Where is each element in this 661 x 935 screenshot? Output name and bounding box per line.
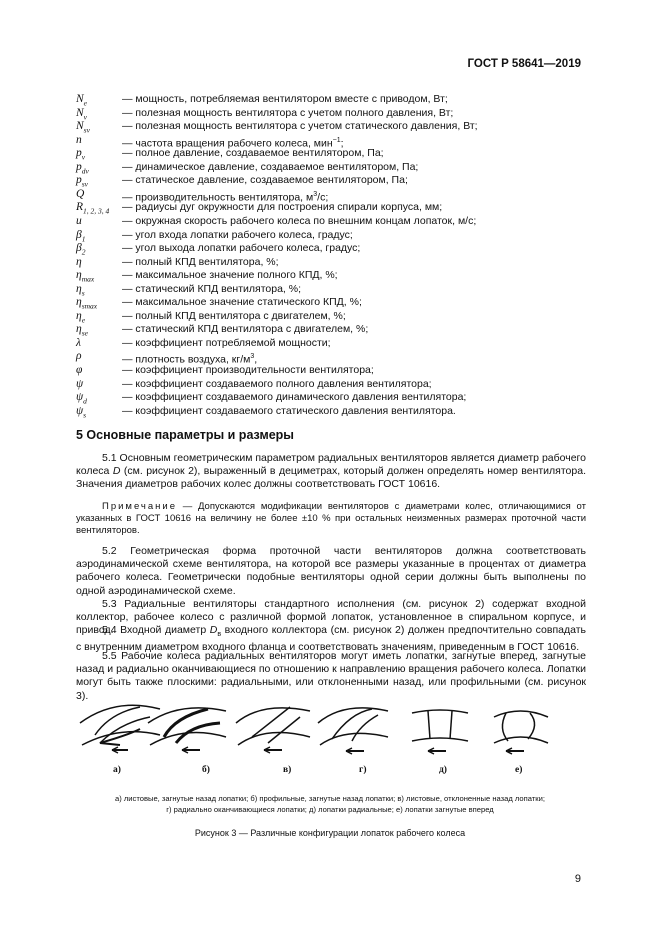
symbol-description: — коэффициент создаваемого динамического давления вентилятора;	[122, 391, 467, 404]
blade-config-b	[148, 708, 226, 753]
symbol: $N_e$	[76, 93, 88, 108]
section-title: 5 Основные параметры и размеры	[76, 428, 294, 442]
document-code: ГОСТ Р 58641—2019	[467, 58, 581, 70]
figure-legend-line-1: а) листовые, загнутые назад лопатки; б) профильные, загнутые назад лопатки; в) листовые, отклоненные назад лопатки;	[115, 794, 545, 803]
symbol: $p_v$	[76, 147, 86, 162]
symbol-description: — полное давление, создаваемое вентилятором, Па;	[122, 147, 384, 160]
page-number: 9	[574, 873, 581, 885]
figure-label-d: г)	[359, 765, 367, 775]
paragraph-5-4: 5.4 Входной диаметр $D_в$ входного коллектора (см. рисунок 2) должен предпочтительно совпадать с внутренним диаметром входного фланца и соответствовать значениям, приведенным в ГОСТ 10616.	[76, 624, 587, 654]
symbol: φ	[76, 364, 83, 376]
symbol: λ	[76, 336, 81, 349]
paragraph-5-3: 5.3 Радиальные вентиляторы стандартного исполнения (см. рисунок 2) содержат входной коллектор, рабочее колесо с различной формой лопаток, установленное в спиральном корпусе, и привод.	[76, 598, 586, 637]
blade-config-e	[412, 710, 468, 754]
figure-label-e: д)	[439, 765, 447, 775]
figure-caption: Рисунок 3 — Различные конфигурации лопаток рабочего колеса	[194, 828, 466, 838]
symbol: n	[76, 133, 82, 146]
symbol-description: — производительность вентилятора, $м^3/с$;	[122, 190, 329, 204]
symbol-description: — статический КПД вентилятора, %;	[122, 282, 302, 295]
symbol: $R_{1, 2, 3, 4}$	[76, 201, 110, 216]
symbol-description: — полный КПД вентилятора, %;	[122, 255, 279, 268]
symbol-description: — максимальное значение полного КПД, %;	[122, 269, 338, 282]
symbol-description: — угол выхода лопатки рабочего колеса, градус;	[122, 242, 361, 255]
blade-config-a	[80, 705, 160, 753]
paragraph-5-5: 5.5 Рабочие колеса радиальных вентиляторов могут иметь лопатки, загнутые вперед, загнутые назад и радиально оканчивающиеся по отношению к направлению вращения рабочего колеса. Лопатки могут быть также плоскими: радиальными, или отклоненными назад, или профильными (см. рисунок 3).	[76, 650, 586, 702]
symbol: $N_{sv}$	[76, 120, 90, 135]
symbol: $\psi_s$	[76, 404, 87, 419]
symbol: ψ	[76, 377, 84, 390]
blade-config-c	[236, 707, 310, 753]
symbol: $p_{dv}$	[76, 160, 89, 176]
symbol-description: — коэффициент создаваемого статического давления вентилятора.	[122, 404, 456, 417]
figure-label-a: а)	[113, 765, 121, 775]
symbol-description: — полезная мощность вентилятора с учетом полного давления, Вт;	[122, 106, 454, 119]
figure-label-b: б)	[202, 765, 210, 775]
figure-label-f: е)	[515, 765, 523, 775]
symbol-description: — коэффициент потребляемой мощности;	[122, 336, 331, 349]
symbol-description: — угол входа лопатки рабочего колеса, градус;	[122, 228, 353, 241]
symbol-description: — полезная мощность вентилятора с учетом статического давления, Вт;	[122, 120, 478, 133]
symbol: $\eta_{se}$	[76, 323, 88, 338]
symbol: Q	[76, 187, 85, 200]
symbol-description: — радиусы дуг окружности для построения спирали корпуса, мм;	[122, 201, 443, 214]
symbol-description: — коэффициент создаваемого полного давления вентилятора;	[122, 377, 432, 390]
symbol: $\eta_e$	[76, 309, 86, 325]
blade-config-f	[494, 711, 548, 754]
symbol-description: — статический КПД вентилятора с двигателем, %;	[122, 323, 369, 336]
symbol-description: — частота вращения рабочего колеса, мин$^{-1}$;	[122, 136, 344, 150]
symbol-description: — полный КПД вентилятора с двигателем, %;	[122, 309, 346, 322]
impeller-blade-figure	[0, 695, 661, 765]
symbol: ρ	[76, 350, 82, 363]
symbol-description: — статическое давление, создаваемое вентилятором, Па;	[122, 174, 408, 187]
symbol-description: — коэффициент производительности вентилятора;	[122, 364, 374, 376]
symbol: $\eta_{smax}$	[76, 296, 98, 311]
symbol: η	[76, 255, 82, 268]
paragraph-5-2: 5.2 Геометрическая форма проточной части вентиляторов должна соответствовать аэродинамической схеме вентилятора, на которой все размеры указанные в процентах от диаметра рабочего колеса. Геометрически подобные вентиляторы одной серии должны быть выполнены по одной аэродинамической схеме.	[76, 545, 586, 597]
figure-legend-line-2: г) радиально оканчивающиеся лопатки; д) лопатки радиальные; е) лопатки загнутые вперед	[166, 804, 494, 814]
symbol: $\beta_2$	[76, 242, 86, 257]
symbol-description: — плотность воздуха, $кг/м^3$,	[122, 353, 258, 366]
blade-config-d	[318, 708, 388, 754]
symbol-description: — мощность, потребляемая вентилятором вместе с приводом, Вт;	[122, 93, 448, 105]
symbol-description: — динамическое давление, создаваемое вентилятором, Па;	[122, 160, 419, 173]
symbol: u	[76, 214, 82, 227]
symbol: $\eta_{max}$	[76, 269, 95, 284]
figure-label-c: в)	[283, 765, 292, 775]
symbol: $\eta_s$	[76, 282, 85, 297]
symbol: $\beta_1$	[76, 228, 86, 243]
symbol-description: — максимальное значение статического КПД, %;	[122, 296, 362, 309]
paragraph-5-1: 5.1 Основным геометрическим параметром радиальных вентиляторов является диаметр рабочего колеса D (см. рисунок 2), выраженный в дециметрах, который должен определять номер вентилятора. Значения диаметров рабочих колес должны соответствовать ГОСТ 10616.	[76, 452, 586, 491]
symbol: $p_{sv}$	[76, 174, 88, 189]
figure-legend	[60, 794, 600, 815]
note: Примечание — Допускаются модификации вентиляторов с диаметрами колес, отличающимися от указанных в ГОСТ 10616 на величину не более ±10 % при остальных неизменных размерах проточной части вентиляторов.	[76, 501, 586, 537]
symbol-description: — окружная скорость рабочего колеса по внешним концам лопаток, м/с;	[122, 214, 477, 227]
symbol: $N_v$	[76, 106, 88, 121]
symbol: $\psi_d$	[76, 391, 87, 406]
